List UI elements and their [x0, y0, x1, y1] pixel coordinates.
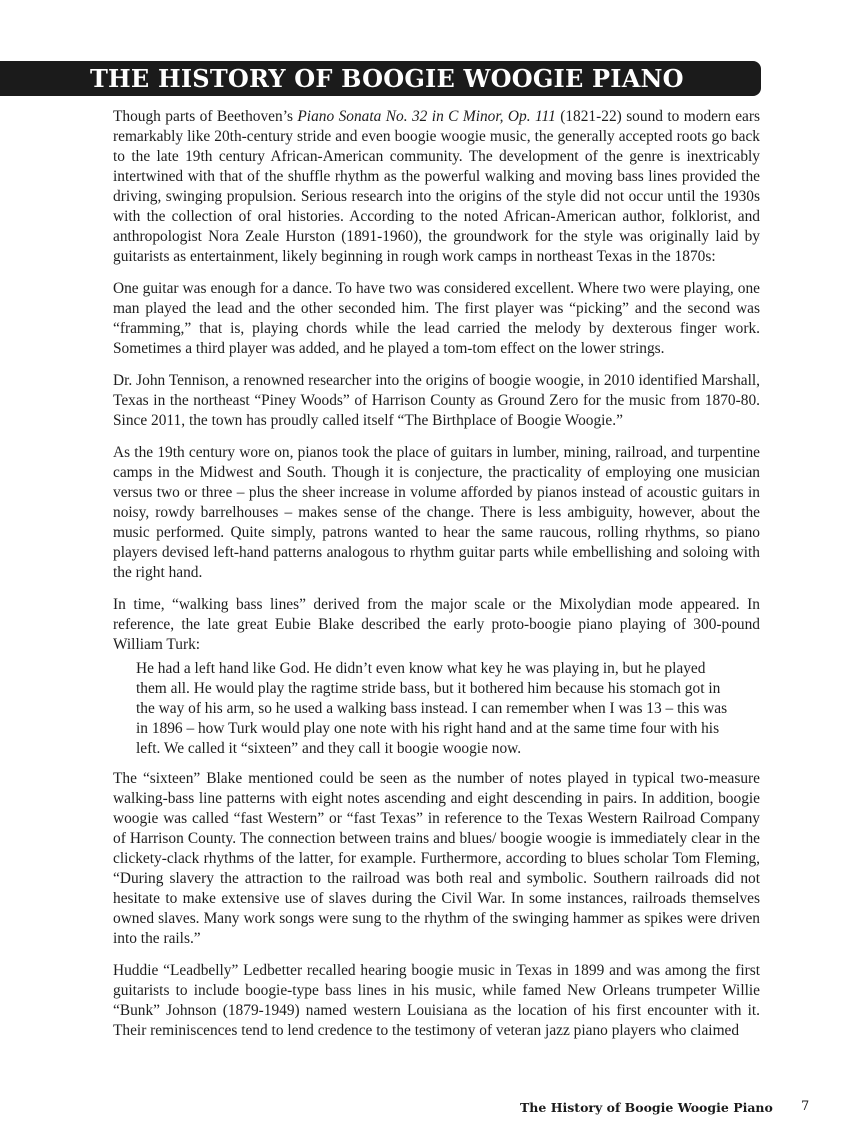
paragraph-7: Huddie “Leadbelly” Ledbetter recalled hearing boogie music in Texas in 1899 and was among the first guitarists to include boogie-type bass lines in his music, while famed New Orleans trumpeter Willie “Bunk” Johnson (1879-1949) named western Louisiana as the location of his first encounter with it. Their reminiscences tend to lend credence to the testimony of veteran jazz piano players who claimed — [113, 962, 760, 1039]
paragraph-1 — [113, 107, 760, 267]
paragraph-1-rest: (1821-22) sound to modern ears remarkably like 20th-century stride and even boogie woogie music, the generally accepted roots go back to the late 19th century African-American community. The development of the genre is inextricably intertwined with that of the shuffle rhythm as the powerful walking and moving bass lines provided the driving, swinging propulsion. Serious research into the origins of the style did not occur until the 1930s with the collection of oral histories. According to the noted African-American author, folklorist, and anthropologist Nora Zeale Hurston (1891-1960), the groundwork for the style was originally laid by guitarists as entertainment, likely beginning in rough work camps in northeast Texas in the 1870s: — [113, 108, 760, 265]
running-footer-title: The History of Boogie Woogie Piano — [520, 1100, 773, 1115]
paragraph-2: One guitar was enough for a dance. To have two was considered excellent. Where two were playing, one man played the lead and the other seconded him. The first player was “picking” and the second was “framming,” that is, playing chords while the lead carried the melody by dexterous finger work. Sometimes a third player was added, and he played a tom-tom effect on the lower strings. — [113, 280, 760, 357]
paragraph-1-intro: Though parts of Beethoven’s — [113, 108, 298, 125]
work-title: Piano Sonata No. 32 in C Minor, Op. 111 — [297, 108, 556, 125]
paragraph-3: Dr. John Tennison, a renowned researcher into the origins of boogie woogie, in 2010 identified Marshall, Texas in the northeast “Piney Woods” of Harrison County as Ground Zero for the music from 1870-80. Since 2011, the town has proudly called itself “The Birthplace of Boogie Woogie.” — [113, 372, 760, 429]
paragraph-4: As the 19th century wore on, pianos took the place of guitars in lumber, mining, railroad, and turpentine camps in the Midwest and South. Though it is conjecture, the practicality of employing one musician versus two or three – plus the sheer increase in volume afforded by pianos instead of acoustic guitars in noisy, rowdy barrelhouses – makes sense of the change. There is less ambiguity, however, about the music performed. Quite simply, patrons wanted to hear the same raucous, rolling rhythms, so piano players devised left-hand patterns analogous to rhythm guitar parts while embellishing and soloing with the right hand. — [113, 444, 760, 581]
article-body — [113, 107, 760, 1053]
paragraph-6: The “sixteen” Blake mentioned could be seen as the number of notes played in typical two-measure walking-bass line patterns with eight notes ascending and eight descending in pairs. In addition, boogie woogie was called “fast Western” or “fast Texas” in reference to the Texas Western Railroad Company of Harrison County. The connection between trains and blues/ boogie woogie is immediately clear in the clickety-clack rhythms of the latter, for example. Furthermore, according to blues scholar Tom Fleming, “During slavery the attraction to the railroad was both real and symbolic. Southern railroads did not hesitate to make extensive use of slaves during the Civil War. In some instances, railroads themselves owned slaves. Many work songs were sung to the rhythm of the swinging hammer as spikes were driven into the rails.” — [113, 770, 760, 947]
page-number: 7 — [801, 1099, 810, 1114]
block-quote: He had a left hand like God. He didn’t even know what key he was playing in, but he played them all. He would play the ragtime stride bass, but it bothered him because his stomach got in the way of his arm, so he used a walking bass instead. I can remember when I was 13 – this was in 1896 – how Turk would play one note with his right hand and at the same time four with his left. We called it “sixteen” and they call it boogie woogie now. — [136, 660, 728, 757]
paragraph-5: In time, “walking bass lines” derived from the major scale or the Mixolydian mode appeared. In reference, the late great Eubie Blake described the early proto-boogie piano playing of 300-pound William Turk: — [113, 596, 760, 653]
page-title: THE HISTORY OF BOOGIE WOOGIE PIANO — [90, 64, 684, 93]
